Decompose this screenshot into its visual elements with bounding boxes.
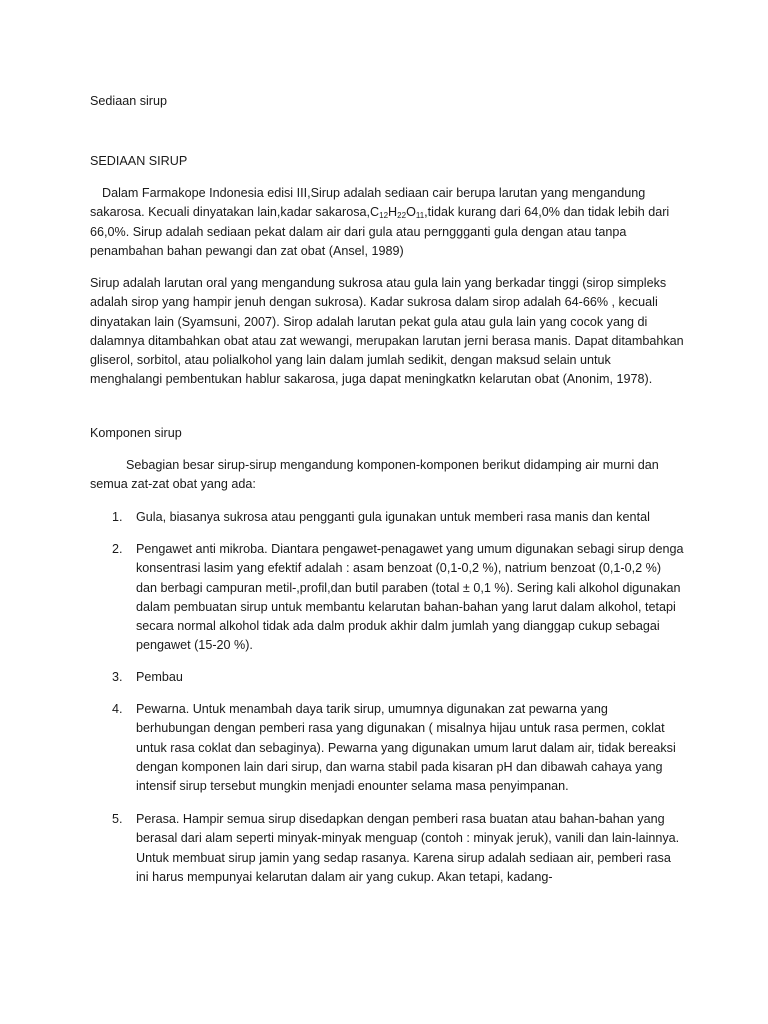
list-item-gula — [90, 508, 684, 527]
list-item-number: 2. — [112, 542, 123, 556]
list-item-number: 1. — [112, 510, 123, 524]
list-item-number: 3. — [112, 670, 123, 684]
para1-line1: Dalam Farmakope Indonesia edisi III,Sirup adalah sediaan cair berupa larutan yang mengandung — [102, 186, 646, 200]
formula-o-sub: 11 — [415, 211, 425, 221]
formula-c: C — [370, 205, 380, 220]
para1-post-formula: ,tidak kurang dari 64,0% dan tidak lebih dari 66,0%. Sirup adalah sediaan pekat dalam air dari gula atau pernggganti gula dengan atau tanpa penambahan bahan pewangi dan zat obat (Ansel, 1989) — [90, 205, 670, 258]
document-title: Sediaan sirup — [90, 94, 168, 108]
list-item-text: Pembau — [136, 670, 183, 684]
list-item-text: Pengawet anti mikroba. Diantara pengawet-penagawet yang umum digunakan sebagi sirup denga konsentrasi lasim yang efektif adalah : asam benzoat (0,1-0,2 %), natrium benzoat (0,1-0,2 %) dan berbagi campuran metil-,profil,dan butil paraben (total ± 0,1 %). Sering kali alkohol digunakan dalam pembuatan sirup untuk membantu kelarutan bahan-bahan yang larut dalam alkohol, tetapi secara normal alkohol tidak ada dalm produk akhir dalm jumlah yang dianggap cukup sebagai pengawet (15-20 %). — [136, 542, 684, 653]
formula-h-sub: 22 — [397, 211, 407, 221]
list-item-number: 5. — [112, 812, 123, 826]
para3-text: Sebagian besar sirup-sirup mengandung komponen-komponen berikut didamping air murni dan semua zat-zat obat yang ada: — [90, 458, 659, 492]
paragraph-komponen-intro — [90, 456, 684, 495]
formula-c-sub: 12 — [379, 211, 389, 221]
list-item-text: Pewarna. Untuk menambah daya tarik sirup, umumnya digunakan zat pewarna yang berhubungan dengan pemberi rasa yang digunakan ( misalnya hijau untuk rasa permen, coklat untuk rasa coklat dan sebaginya). Pewarna yang digunakan umum larut dalam air, tidak bereaksi dengan komponen lain dari sirup, dan warna stabil pada kisaran pH dan dibawah cahaya yang intensif sirup tersebut mungkin menjadi enounter selama masa penyimpanan. — [136, 702, 676, 794]
list-item-pembau — [90, 668, 684, 687]
list-item-perasa — [90, 810, 684, 887]
list-item-pengawet — [90, 540, 684, 656]
paragraph-definition-sirup: Sirup adalah larutan oral yang mengandung sukrosa atau gula lain yang berkadar tinggi (sirop simpleks adalah sirop yang hampir jenuh dengan sukrosa). Kadar sukrosa dalam sirop adalah 64-66% , kecuali dinyatakan lain (Syamsuni, 2007). Sirop adalah larutan pekat gula atau gula lain yang cocok yang di dalamnya ditambahkan obat atau zat wewangi, merupakan larutan jerni berasa manis. Dapat ditambahkan gliserol, sorbitol, atau polialkohol yang lain dalam jumlah sedikit, dengan maksud selain untuk menghalangi pembentukan hablur sakarosa, juga dapat meningkatkn kelarutan obat (Anonim, 1978). — [90, 276, 684, 387]
section-heading: SEDIAAN SIRUP — [90, 154, 188, 168]
formula-h: H — [388, 205, 398, 220]
subheading-komponen: Komponen sirup — [90, 426, 182, 440]
paragraph-definition-farmakope — [90, 184, 684, 261]
list-item-number: 4. — [112, 702, 123, 716]
list-item-text: Gula, biasanya sukrosa atau pengganti gula igunakan untuk memberi rasa manis dan kental — [136, 510, 650, 524]
list-item-text: Perasa. Hampir semua sirup disedapkan dengan pemberi rasa buatan atau bahan-bahan yang berasal dari alam seperti minyak-minyak menguap (contoh : minyak jeruk), vanili dan lain-lainnya. Untuk membuat sirup jamin yang sedap rasanya. Karena sirup adalah sediaan air, pemberi rasa ini harus mempunyai kelarutan dalam air yang cukup. Akan tetapi, kadang- — [136, 812, 680, 884]
formula-o: O — [406, 205, 416, 220]
para1-pre-formula: sakarosa. Kecuali dinyatakan lain,kadar sakarosa, — [90, 205, 371, 220]
list-item-pewarna — [90, 700, 684, 796]
